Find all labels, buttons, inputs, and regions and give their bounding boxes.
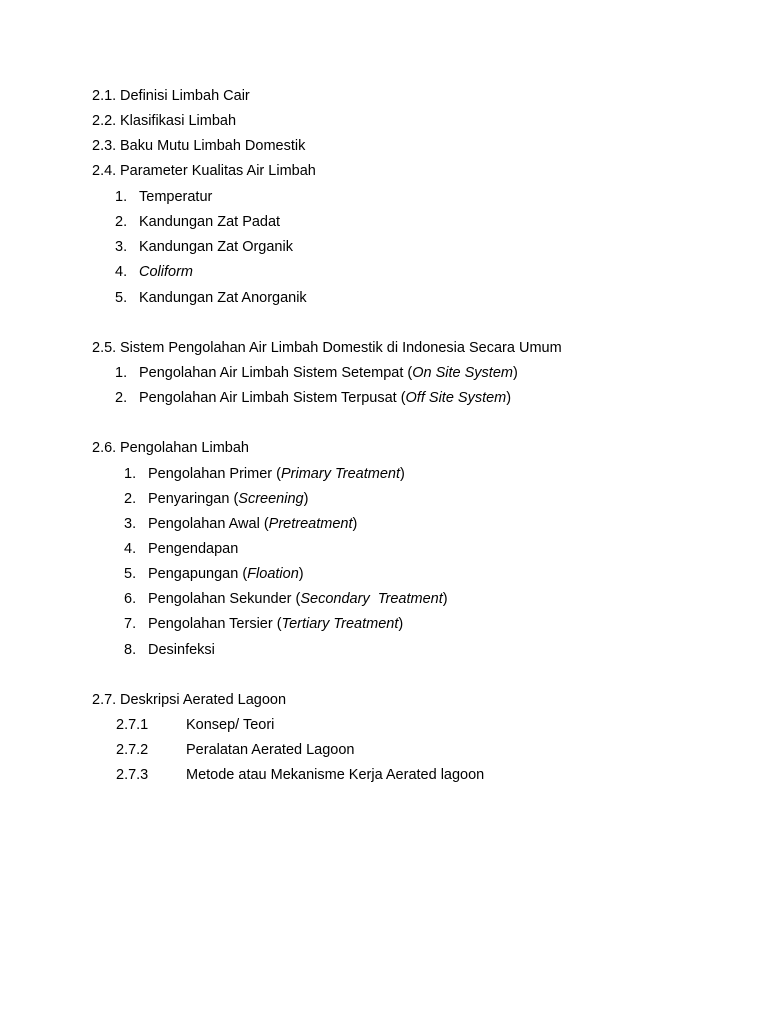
list-item-italic: Floation — [247, 566, 299, 582]
list-item-after: ) — [442, 591, 448, 607]
subsection-item — [116, 715, 274, 735]
list-item — [124, 489, 308, 509]
list-item-text: Pengolahan Air Limbah Sistem Terpusat ( — [139, 390, 406, 406]
list-item-text: Penyaringan ( — [148, 491, 239, 507]
list-item-number: 1. — [115, 189, 128, 205]
section-title: Baku Mutu Limbah Domestik — [120, 138, 306, 154]
list-item — [124, 640, 215, 660]
list-item-text: Pengolahan Awal ( — [148, 516, 269, 532]
subsection-number: 2.7.3 — [116, 767, 149, 783]
subsection-text: Peralatan Aerated Lagoon — [186, 742, 355, 758]
list-item — [115, 187, 212, 207]
list-item-text: Pengolahan Tersier ( — [148, 616, 282, 632]
section-number: 2.5. — [92, 340, 117, 356]
section-heading — [92, 438, 249, 458]
subsection-item — [116, 740, 355, 760]
list-item-text: Kandungan Zat Organik — [139, 239, 293, 255]
section-heading — [92, 136, 305, 156]
list-item-text: Pengolahan Primer ( — [148, 466, 281, 482]
list-item — [124, 564, 304, 584]
list-item-text: Temperatur — [139, 189, 213, 205]
list-item-number: 7. — [124, 616, 137, 632]
section-number: 2.2. — [92, 113, 117, 129]
list-item — [115, 363, 518, 383]
list-item-number: 2. — [124, 491, 137, 507]
subsection-number: 2.7.2 — [116, 742, 149, 758]
list-item-after: ) — [512, 365, 518, 381]
subsection-text: Metode atau Mekanisme Kerja Aerated lagoon — [186, 767, 485, 783]
list-item — [115, 262, 193, 282]
section-number: 2.3. — [92, 138, 117, 154]
list-item — [124, 589, 448, 609]
section-title: Sistem Pengolahan Air Limbah Domestik di Indonesia Secara Umum — [120, 340, 562, 356]
list-item-after: ) — [303, 491, 309, 507]
list-item-after: ) — [398, 616, 404, 632]
section-heading — [92, 86, 250, 106]
list-item-text: Pengolahan Air Limbah Sistem Setempat ( — [139, 365, 413, 381]
list-item — [124, 464, 405, 484]
list-item-italic: Off Site System — [405, 390, 507, 406]
list-item — [115, 212, 280, 232]
section-heading — [92, 111, 236, 131]
list-item — [124, 539, 238, 559]
list-item-italic: On Site System — [412, 365, 513, 381]
list-item — [115, 388, 511, 408]
list-item-after: ) — [506, 390, 512, 406]
section-title: Deskripsi Aerated Lagoon — [120, 692, 287, 708]
list-item-text: Coliform — [139, 264, 193, 280]
list-item-number: 3. — [115, 239, 128, 255]
list-item-italic: Tertiary Treatment — [281, 616, 399, 632]
section-heading — [92, 161, 316, 181]
subsection-text: Konsep/ Teori — [186, 717, 275, 733]
section-title: Definisi Limbah Cair — [120, 88, 250, 104]
section-number: 2.4. — [92, 163, 117, 179]
section-heading — [92, 690, 286, 710]
list-item-text: Pengapungan ( — [148, 566, 248, 582]
list-item-text: Pengendapan — [148, 541, 239, 557]
list-item-italic: Secondary Treatment — [300, 591, 443, 607]
list-item-text: Kandungan Zat Anorganik — [139, 290, 307, 306]
list-item-number: 1. — [115, 365, 128, 381]
list-item-number: 5. — [124, 566, 137, 582]
section-title: Parameter Kualitas Air Limbah — [120, 163, 316, 179]
list-item-after: ) — [298, 566, 304, 582]
section-heading — [92, 338, 562, 358]
list-item — [124, 614, 403, 634]
list-item-after: ) — [399, 466, 405, 482]
subsection-number: 2.7.1 — [116, 717, 149, 733]
list-item-number: 4. — [115, 264, 128, 280]
list-item-italic: Primary Treatment — [281, 466, 400, 482]
list-item-number: 2. — [115, 214, 128, 230]
list-item-number: 8. — [124, 642, 137, 658]
list-item-text: Desinfeksi — [148, 642, 215, 658]
list-item-italic: Pretreatment — [268, 516, 353, 532]
list-item-text: Pengolahan Sekunder ( — [148, 591, 301, 607]
subsection-item — [116, 765, 484, 785]
list-item-number: 4. — [124, 541, 137, 557]
section-number: 2.7. — [92, 692, 117, 708]
list-item-text: Kandungan Zat Padat — [139, 214, 281, 230]
section-number: 2.6. — [92, 440, 117, 456]
list-item-after: ) — [352, 516, 358, 532]
list-item-italic: Screening — [238, 491, 304, 507]
section-number: 2.1. — [92, 88, 117, 104]
section-title: Klasifikasi Limbah — [120, 113, 237, 129]
list-item-number: 2. — [115, 390, 128, 406]
list-item — [115, 237, 293, 257]
list-item-number: 6. — [124, 591, 137, 607]
list-item — [115, 288, 307, 308]
list-item-number: 3. — [124, 516, 137, 532]
list-item-number: 1. — [124, 466, 137, 482]
section-title: Pengolahan Limbah — [120, 440, 249, 456]
list-item-number: 5. — [115, 290, 128, 306]
list-item — [124, 514, 357, 534]
